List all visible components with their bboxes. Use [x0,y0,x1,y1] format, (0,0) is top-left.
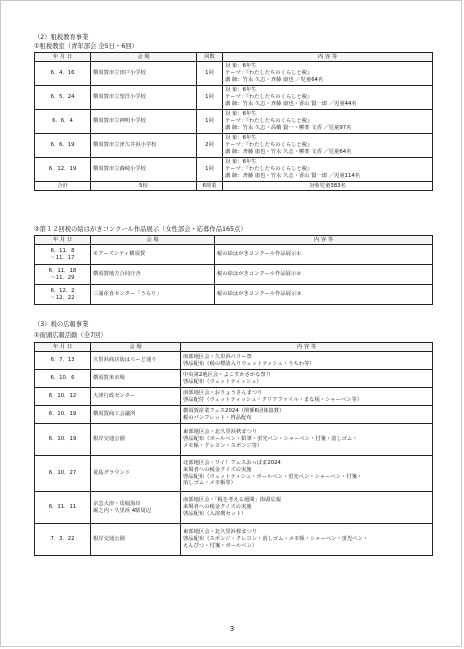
row-content [223,134,433,158]
row-count: 1回 [197,158,223,182]
table-row [35,265,433,285]
table-row [35,492,433,524]
table-row [35,424,433,456]
content-line: テーマ：『わたしたちのくらしと税』 [225,94,313,101]
content-line: 東部地区会・北久里浜秋まつり [183,429,258,436]
content-line: 啓品配布（ボールペン・鉛筆・蛍光ペン・シャーペン・付箋・消しゴム・ [183,436,358,443]
row-date [35,265,91,285]
table-row [35,524,433,556]
row-date: 6．10．19 [35,424,91,456]
date-end: ～11．29 [50,274,75,281]
header-venue: 会 場 [91,53,197,62]
content-line: 北部地区会・ワイ！フェスおっぱま2024 [183,460,281,467]
row-content [223,110,433,134]
table-row [35,388,433,406]
header-date: 年 月 日 [35,53,91,62]
table-header-row [35,236,433,245]
subheading-street-pr: ①街頭広報活動（全7回） [34,332,107,339]
total-note: 対象児童383名 [223,182,433,191]
row-content: 税の絵はがきコンクール作品展示② [215,265,433,285]
row-date: 6．10．12 [35,388,91,406]
content-line: 対 象：6年生 [225,159,257,166]
content-line: 南部地区会・「税を考える週間」街頭広報 [183,497,281,504]
content-line: 啓品配付（ウェットティッシュ・クリアファイル・まな板・シャーペン等） [183,396,363,403]
content-line: 講 師：竹永 久志・斉藤 康也・香山 賢一郎 ／児童44名 [225,100,357,107]
content-line: メモ帳・クレヨン・スポンジ等） [183,442,263,449]
subheading-tax-classroom: ①租税教室（青年部会 全5日・6回） [34,43,138,50]
content-line: 税のパンフレット・啓品配布 [183,414,252,421]
content-line: 講 師：斉藤 康也・竹永 久志・香山 賢一郎 ／児童114名 [225,172,361,179]
total-row [35,182,433,191]
content-line: 東部地区会・北久里浜桜まつり [183,529,258,536]
row-count: 1回 [197,86,223,110]
row-date: 6．7．13 [35,352,91,370]
section-heading-tax-education: （2）租税教育事業 [34,34,89,41]
venue-line: 京急大津・馬堀海岸 [93,500,141,507]
date-start: 6．12．2 [50,287,75,294]
row-date [35,245,91,265]
row-count: 1回 [197,110,223,134]
header-content: 内 容 等 [181,343,433,352]
row-venue: 久里浜商店街はろーど通り [91,352,181,370]
content-line: 啓品配布（ウェットティシュ・ボールペン・蛍光ペン・シャーペン・付箋・ [183,473,363,480]
content-line: 来場者への税金クイズの実施 [183,466,252,473]
row-venue: 横須賀市立神明小学校 [91,110,197,134]
table-header-row [35,53,433,62]
street-pr-table [34,342,433,556]
date-start: 6．11．18 [48,267,77,274]
table-row [35,62,433,86]
content-line: 対 象：6年生 [225,111,257,118]
row-date: 6．10．19 [35,406,91,424]
content-line: 来場者への税金クイズの実施 [183,504,252,511]
header-content: 内 容 等 [223,53,433,62]
header-date: 年 月 日 [35,343,91,352]
content-line: テーマ：『わたしたちのくらしと税』 [225,70,313,77]
row-content [223,86,433,110]
row-venue: 三浦産直センター「うらり」 [91,285,215,305]
row-venue: 横須賀地方合同庁舎 [91,265,215,285]
row-venue: 横須賀商工会議所 [91,406,181,424]
row-date: 6．4．16 [35,62,91,86]
content-line: えんぴつ・付箋・ボールペン） [183,542,258,549]
content-line: 対 象：6年生 [225,63,257,70]
row-date: 6．6．19 [35,134,91,158]
row-venue: 横須賀市立森崎小学校 [91,158,197,182]
row-venue: 横須賀市立田戸小学校 [91,62,197,86]
row-content [181,352,433,370]
content-line: テーマ：『わたしたちのくらしと税』 [225,166,313,173]
row-count: 2回 [197,134,223,158]
content-line: 講 師：竹永 久志・斉藤 康也 ／児童64名 [225,76,324,83]
content-line: テーマ：『わたしたちのくらしと税』 [225,118,313,125]
content-line: 対 象：6年生 [225,87,257,94]
row-content [223,62,433,86]
row-venue: 横須賀市立望洋小学校 [91,86,197,110]
table-row [35,158,433,182]
row-count: 1回 [197,62,223,86]
subheading-postcard-contest: ②第１２回税の絵はがきコンクール作品展示（女性部会・応募作品165点） [34,226,247,233]
row-venue: 夏島グラウンド [91,456,181,492]
row-venue: 大津行政センター [91,388,181,406]
section-heading-tax-pr: （3）税の広報事業 [34,321,89,328]
row-content [181,492,433,524]
table-row [35,285,433,305]
table-row [35,245,433,265]
table-row [35,86,433,110]
content-line: 啓品配布（スポンジ・クレヨン・消しゴム・メモ帳・シャーペン・蛍光ペン・ [183,536,369,543]
content-line: 対 象：6年生 [225,135,257,142]
row-venue [91,492,181,524]
row-date: 6．5．24 [35,86,91,110]
header-venue: 会 場 [91,343,181,352]
row-venue: 横須賀市立津久井浜小学校 [91,134,197,158]
row-venue: 横須賀米市場 [91,370,181,388]
date-start: 6．11．8 [50,247,75,254]
row-content [181,456,433,492]
tax-classroom-table [34,52,433,191]
row-date: 6．11．11 [35,492,91,524]
row-date: 6．6．4 [35,110,91,134]
venue-line: 堀之内・久里浜 4駅周辺 [93,507,152,514]
header-count: 回数 [197,53,223,62]
content-line: 啓品配布（ウェットティッシュ） [183,378,262,385]
row-content [181,524,433,556]
content-line: 中央第2地区会・よこすかさかな祭り [183,371,272,378]
table-row [35,352,433,370]
content-line: 講 師：竹永 久志・高橋 賢一・柳楽 文香 ／児童97名 [225,124,352,131]
date-end: ～12．22 [50,294,75,301]
row-content [181,388,433,406]
postcard-exhibition-table [34,235,433,305]
table-row [35,370,433,388]
header-content: 内 容 等 [215,236,433,245]
table-row [35,134,433,158]
row-content [181,424,433,456]
row-content [223,158,433,182]
row-content [181,406,433,424]
row-date: 6．12．19 [35,158,91,182]
total-venues: 5校 [91,182,197,191]
table-header-row [35,343,433,352]
total-label: 合計 [35,182,91,191]
table-row [35,110,433,134]
content-line: 啓品配布（税の標語入りウェットティシュ・うちわ等） [183,360,315,367]
header-venue: 会 場 [91,236,215,245]
content-line: 横須賀産業フェス2024（関係6団体協賛） [183,407,285,414]
row-content [181,370,433,388]
row-date: 6．10．27 [35,456,91,492]
content-line: 啓品配布（入浴剤セット） [183,510,247,517]
content-line: テーマ：『わたしたちのくらしと税』 [225,142,313,149]
row-content: 税の絵はがきコンクール作品展示③ [215,285,433,305]
total-count: 6授業 [197,182,223,191]
content-line: 消しゴム・メモ帳等） [183,480,236,487]
row-content: 税の絵はがきコンクール作品展示① [215,245,433,265]
date-end: ～11．17 [50,254,75,261]
header-date: 年 月 日 [35,236,91,245]
row-venue: モアーズシティ横須賀 [91,245,215,265]
row-date: 7．3．22 [35,524,91,556]
content-line: 講 師：斉藤 康也・竹永 久志・柳楽 文香 ／児童64名 [225,148,352,155]
page-number: 3 [229,625,235,633]
content-line: 南部地区会・おりょうさんまつり [183,389,263,396]
table-row [35,456,433,492]
row-date: 6．10．6 [35,370,91,388]
table-row [35,406,433,424]
row-venue: 根岸交通公園 [91,424,181,456]
row-venue: 根岸交通公園 [91,524,181,556]
row-date [35,285,91,305]
content-line: 南部地区会・久里浜ペリー祭 [183,353,252,360]
